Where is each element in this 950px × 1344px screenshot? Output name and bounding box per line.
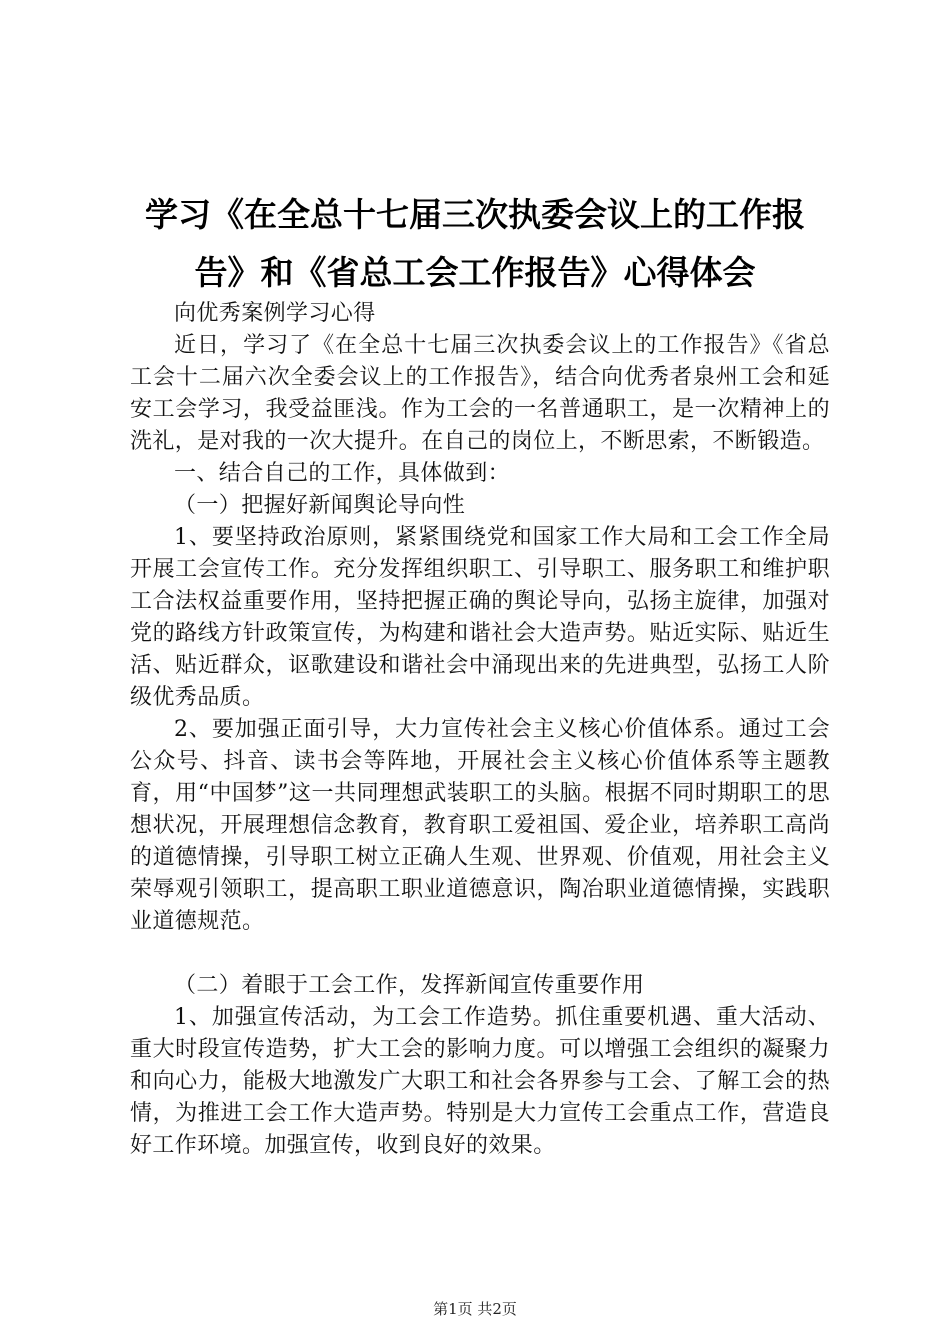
body-paragraph-1: 1、要坚持政治原则，紧紧围绕党和国家工作大局和工会工作全局开展工会宣传工作。充分发挥组织职工、引导职工、服务职工和维护职工合法权益重要作用，坚持把握正确的舆论导向，弘扬主旋律，加强对党的路线方针政策宣传，为构建和谐社会大造声势。贴近实际、贴近生活、贴近群众，讴歌建设和谐社会中涌现出来的先进典型，弘扬工人阶级优秀品质。 [130,525,830,710]
body-paragraph-3: 1、加强宣传活动，为工会工作造势。抓住重要机遇、重大活动、重大时段宣传造势，扩大工会的影响力度。可以增强工会组织的凝聚力和向心力，能极大地激发广大职工和社会各界参与工会、了解工会的热情，为推进工会工作大造声势。特别是大力宣传工会重点工作，营造良好工作环境。加强宣传，收到良好的效果。 [130,1005,830,1158]
document-title-line-1: 学习《在全总十七届三次执委会议上的工作报 [145,195,805,234]
document-body [130,298,830,1162]
subsection-heading-1: （一）把握好新闻舆论导向性 [174,493,466,518]
body-paragraph-2: 2、要加强正面引导，大力宣传社会主义核心价值体系。通过工会公众号、抖音、读书会等阵地，开展社会主义核心价值体系等主题教育，用“中国梦”这一共同理想武装职工的头脑。根据不同时期职工的思想状况，开展理想信念教育，教育职工爱祖国、爱企业，培养职工高尚的道德情操，引导职工树立正确人生观、世界观、价值观，用社会主义荣辱观引领职工，提高职工职业道德意识，陶冶职业道德情操，实践职业道德规范。 [130,717,830,934]
subtitle-paragraph: 向优秀案例学习心得 [174,301,376,326]
document-title-line-2: 告》和《省总工会工作报告》心得体会 [194,253,756,292]
page-number-footer: 第1页 共2页 [433,1300,517,1318]
intro-paragraph: 近日，学习了《在全总十七届三次执委会议上的工作报告》《省总工会十二届六次全委会议上的工作报告》，结合向优秀者泉州工会和延安工会学习，我受益匪浅。作为工会的一名普通职工，是一次精神上的洗礼，是对我的一次大提升。在自己的岗位上，不断思索，不断锻造。 [130,333,830,454]
subsection-heading-2: （二）着眼于工会工作，发挥新闻宣传重要作用 [174,973,645,998]
section-heading-1: 一、结合自己的工作，具体做到： [174,461,511,486]
